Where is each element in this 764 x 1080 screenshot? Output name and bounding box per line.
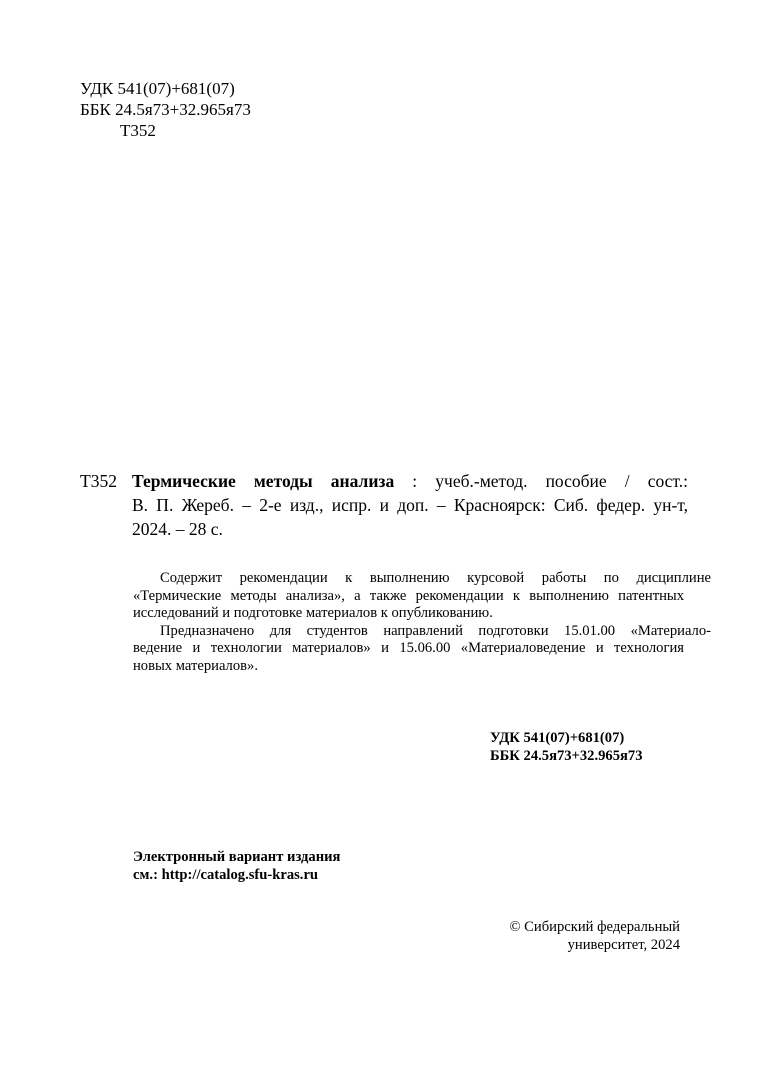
classification-codes-bottom (490, 729, 643, 765)
electronic-version-note (133, 848, 340, 884)
bibliographic-line-2: В. П. Жереб. – 2-е изд., испр. и доп. – Красноярск: Сиб. федер. ун-т, (132, 495, 688, 515)
author-mark: Т352 (120, 121, 156, 140)
abstract-p2-line-1: Предназначено для студентов направлений подготовки 15.01.00 «Материало- (160, 622, 711, 639)
abstract-p1-line-2: «Термические методы анализа», а также рекомендации к выполнению патентных (133, 587, 684, 604)
bibliographic-author-mark: Т352 (80, 471, 117, 491)
udk-code-bottom: УДК 541(07)+681(07) (490, 730, 625, 746)
copyright-line-1: © Сибирский федеральный (509, 919, 680, 935)
electronic-version-label: Электронный вариант издания (133, 849, 341, 865)
electronic-version-url: см.: http://catalog.sfu-kras.ru (133, 867, 319, 883)
abstract-p1-line-3: исследований и подготовке материалов к опубликованию. (133, 605, 493, 621)
copyright-notice (480, 918, 680, 954)
abstract-p2-line-3: новых материалов». (133, 657, 258, 674)
udk-code: УДК 541(07)+681(07) (80, 79, 235, 98)
copyright-line-2: университет, 2024 (567, 937, 680, 953)
abstract-p2-line-2: ведение и технологии материалов» и 15.06.00 «Материаловедение и технология (133, 640, 684, 656)
abstract-p1-line-1: Содержит рекомендации к выполнению курсовой работы по дисциплине (160, 570, 711, 586)
book-title: Термические методы анализа (132, 471, 395, 491)
bbk-code: ББК 24.5я73+32.965я73 (80, 100, 251, 119)
abstract (133, 570, 711, 675)
bbk-code-bottom: ББК 24.5я73+32.965я73 (490, 748, 643, 764)
bibliographic-line-3: 2024. – 28 с. (132, 519, 223, 539)
bibliographic-description (132, 469, 688, 541)
classification-codes-top (80, 78, 251, 141)
bibliographic-line-1 (132, 469, 688, 493)
book-type-and-compiler: : учеб.-метод. пособие / сост.: (394, 471, 689, 491)
